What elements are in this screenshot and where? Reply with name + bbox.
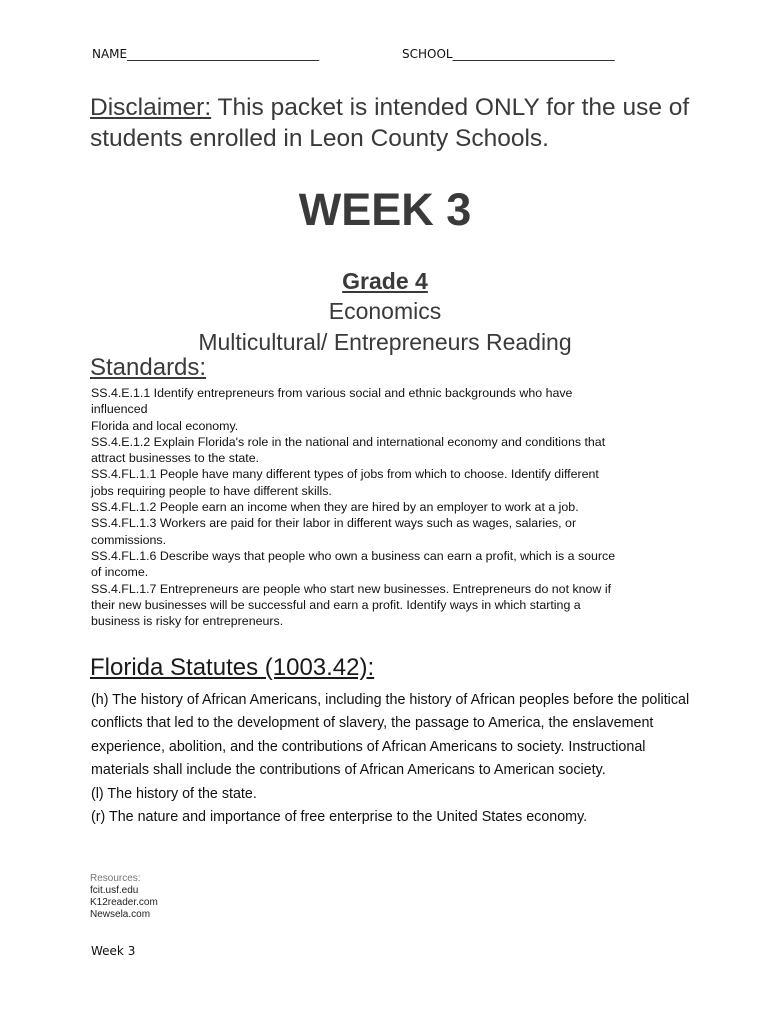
resources-label: Resources: <box>90 873 141 884</box>
resource-item: Newsela.com <box>90 909 151 920</box>
disclaimer-text: This packet is intended ONLY for the use of students enrolled in Leon County Schools. <box>90 94 690 152</box>
standards-line: commissions. <box>91 532 167 547</box>
school-field: SCHOOL___________________________ <box>402 47 615 61</box>
standards-line: of income. <box>91 565 149 580</box>
statutes-body <box>91 689 691 829</box>
statute-l: (l) The history of the state. <box>91 785 257 802</box>
header-fields <box>92 47 710 61</box>
standards-list <box>91 385 691 629</box>
statute-r: (r) The nature and importance of free enterprise to the United States economy. <box>91 809 588 826</box>
standards-heading: Standards: <box>90 354 207 381</box>
standards-line: SS.4.FL.1.3 Workers are paid for their labor in different ways such as wages, salaries, or <box>91 516 577 531</box>
statutes-heading: Florida Statutes (1003.42): <box>90 654 375 681</box>
standards-line: SS.4.E.1.1 Identify entrepreneurs from various social and ethnic backgrounds who have <box>91 386 573 400</box>
reading-title: Multicultural/ Entrepreneurs Reading <box>198 329 572 355</box>
resources <box>90 873 158 921</box>
standards-line: their new businesses will be successful and earn a profit. Identify ways in which starting a <box>91 597 581 612</box>
standards-line: SS.4.FL.1.6 Describe ways that people who own a business can earn a profit, which is a source <box>91 548 616 563</box>
standards-line: SS.4.FL.1.2 People earn an income when they are hired by an employer to work at a job. <box>91 500 579 515</box>
disclaimer-label: Disclaimer: <box>90 94 212 121</box>
statute-h: (h) The history of African Americans, including the history of African peoples before the political conflicts that led to the development of slavery, the passage to America, the enslavement experience, abolition, and the contributions of African Americans to society. Instructional materials shall include the contributions of African Americans to American society. <box>91 692 690 779</box>
resource-item: fcit.usf.edu <box>90 885 139 896</box>
standards-line: attract businesses to the state. <box>91 451 260 466</box>
standards-line: SS.4.FL.1.7 Entrepreneurs are people who start new businesses. Entrepreneurs do not know if <box>91 581 612 596</box>
disclaimer <box>90 92 730 154</box>
subject-heading: Economics <box>328 298 442 324</box>
name-field: NAME________________________________ <box>92 47 320 61</box>
grade-heading: Grade 4 <box>342 268 428 294</box>
week-title: WEEK 3 <box>298 184 472 235</box>
standards-line: jobs requiring people to have different skills. <box>91 483 332 498</box>
standards-line: SS.4.FL.1.1 People have many different types of jobs from which to choose. Identify different <box>91 467 599 482</box>
page-footer: Week 3 <box>91 944 136 958</box>
standards-line: SS.4.E.1.2 Explain Florida's role in the national and international economy and conditions that <box>91 434 606 449</box>
title-block <box>0 266 770 359</box>
standards-line: business is risky for entrepreneurs. <box>91 614 284 629</box>
resource-item: K12reader.com <box>90 897 158 908</box>
standards-line: Florida and local economy. <box>91 418 239 433</box>
standards-line: influenced <box>91 402 148 417</box>
